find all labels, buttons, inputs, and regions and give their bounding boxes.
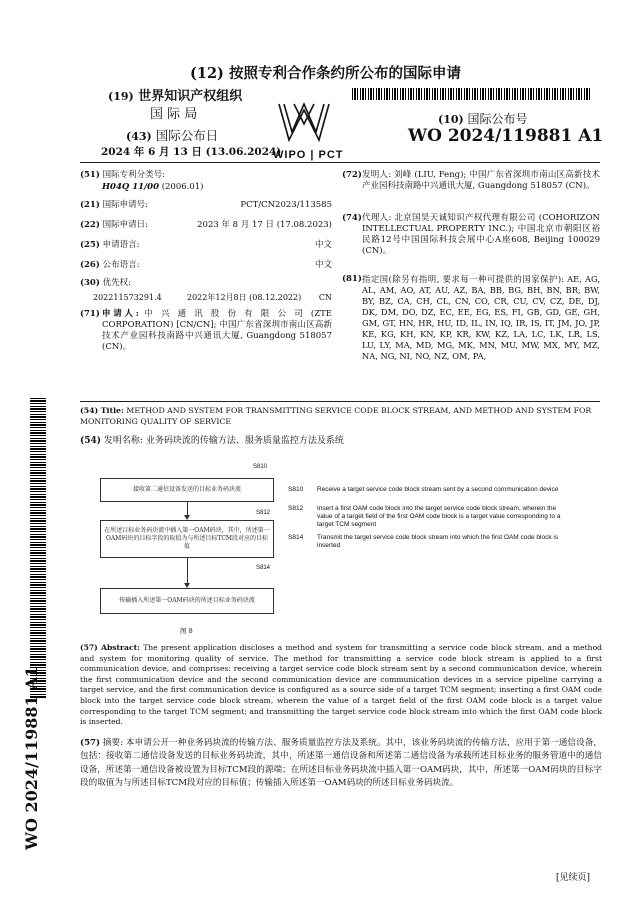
pubdate-heading [126,126,218,144]
priority-date: 2022年12月8日 (08.12.2022) [187,293,302,302]
priority-code: (30) [80,278,100,288]
filing-label: 国际申请日: [102,220,148,230]
applicant-label: 申请人: [102,309,139,319]
title-zh-code: (54) [80,436,102,446]
title-en-code: (54) [80,406,99,415]
lang-code: (25) [80,240,100,250]
flow-box-transmit: 传输插入所述第一OAM码块的所述目标业务码块流 [100,588,274,614]
continued-note: [见续页] [556,873,591,883]
org-block [108,85,242,104]
applicant-block [102,309,332,353]
field-lang [80,240,332,251]
applicant-text: 中 兴 通 讯 股 份 有 限 公 司 (ZTE CORPORATION) [CN/CN]; 中国广东省深圳市南山区高新技术产业园科技南路中兴通讯大厦, Guangdong 518057 (CN)。 [102,309,333,352]
wipo-logo [273,100,344,161]
pubdate-label: 国际公布日 [155,128,219,143]
abstract-en [80,643,602,728]
title-divider [80,401,600,402]
pubnum-value: WO 2024/119881 A1 [408,126,604,146]
field-priority [80,278,332,289]
step-s812-id: S812 [288,505,304,512]
abstract-zh-label: 摘要: [102,738,124,748]
lang-label: 申请语言: [102,240,140,250]
fig-label-s812: S812 [256,510,271,516]
field-publang [80,260,332,271]
title-en-text: METHOD AND SYSTEM FOR TRANSMITTING SERVICE CODE BLOCK STREAM, AND METHOD AND SYSTEM FOR MONITORING QUALITY OF SERVICE [80,406,592,426]
inventor-text: 发明人: 刘峰 (LIU, Feng); 中国广东省深圳市南山区高新技术产业园科技南路中兴通讯大厦, Guangdong 518057 (CN)。 [362,170,600,191]
title-zh-block [80,433,602,446]
filing-value: 2023 年 8 月 17 日 (17.08.2023) [197,220,332,230]
abstract-zh [80,737,602,791]
step-s814-id: S814 [288,534,304,541]
title-text: 按照专利合作条约所公布的国际申请 [228,65,461,82]
document-title [190,62,461,83]
ipc-code: (51) [80,170,100,180]
org-sub: 国 际 局 [150,107,198,122]
publang-value: 中文 [314,260,332,270]
ipc-label: 国际专利分类号: [102,170,165,180]
applicant-code: (71) [80,309,100,319]
flow-arrow-2 [187,558,188,584]
field-filing [80,220,332,231]
publang-label: 公布语言: [102,260,140,270]
abstract-zh-text: 本申请公开一种业务码块流的传输方法、服务质量监控方法及系统。其中，该业务码块流的传输方法，应用于第一通信设备，包括：接收第二通信设备发送的目标业务码块流，其中，所述第一通信设备和所述第二通信设备为承载所述目标业务的服务管道中的通信设备，所述第一通信设备被设置为目标TCM段的源端；在所述目标业务码块流中插入第一OAM码块，其中，所述第一OAM码块的目标字段的取值为与所述目标TCM段对应的目标值；传输插入所述第一OAM码块的所述目标业务码块流。 [80,738,602,789]
publang-code: (26) [80,260,100,270]
step-s810-text: Receive a target service code block stream sent by a second communication device [317,486,559,493]
pubnum-label: 国际公布号 [467,112,528,126]
flow-box-insert: 在所述目标业务码块流中插入第一OAM码块，其中，所述第一OAM码块的目标字段的取值为与所述目标TCM段对应的目标值 [100,520,274,558]
wipo-emblem-icon [273,100,335,144]
title-zh-label: 发明名称: [103,436,143,446]
flow-box-receive: 接收第二通信设备发送的目标业务码块流 [100,478,274,502]
side-pubnum: WO 2024/119881 A1 [22,666,41,850]
abstract-en-label: Abstract: [101,643,140,652]
fig-label-s814: S814 [256,565,271,571]
title-zh-text: 业务码块流的传输方法、服务质量监控方法及系统 [145,436,344,446]
pubnum-heading [438,110,528,127]
appno-value: PCT/CN2023/113585 [240,200,332,210]
field-priority-value [93,292,332,303]
appno-code: (21) [80,200,100,210]
field-ipc [80,170,332,181]
step-s812-text: Insert a first OAM code block into the target service code block stream, wherein the value of a target field of the first OAM code block is a target value corresponding to a target TCM segment [317,505,561,528]
priority-country: CN [318,293,332,302]
lang-value: 中文 [314,240,332,250]
barcode-top [352,88,592,100]
filing-code: (22) [80,220,100,230]
priority-number: 202211573291.4 [93,293,162,302]
header-divider [80,162,600,163]
abstract-zh-code: (57) [80,738,101,748]
states-code: (81) [342,274,362,284]
states-text: 指定国(除另有指明, 要求每一种可提供的国家保护): AE, AG, AL, AM, AO, AT, AU, AZ, BA, BB, BG, BH, BN, BR, BW, BY, BZ, CA, CH, CL, CN, CO, CR, CU, CV, CZ, DE, DJ, DK, DM, DO, DZ, EC, EE, EG, ES, FI, GB, GD, GE, GH, GM, GT, HN, HR, HU, ID, IL, IN, IQ, IR, IS, IT, JM, JO, JP, KE, KG, KH, KN, KP, KR, KW, KZ, LA, LC, LK, LR, LS, LU, LY, MA, MD, MG, MK, MN, MU, MW, MX, MY, MZ, NA, NG, NI, NO, NZ, OM, PA, [362,274,600,361]
ipc-value-date: (2006.01) [161,182,204,192]
flow-arrow-1 [187,502,188,516]
title-en-label: Title: [100,406,124,415]
barcode-side [30,398,46,698]
wipo-logo-text: WIPO | PCT [273,149,344,161]
org-code: (19) [108,90,134,103]
fig-label-s810: S810 [253,464,268,470]
ipc-value: H04Q 11/00 [102,182,159,192]
field-ipc-value [102,182,332,193]
pubdate-value: 2024 年 6 月 13 日 (13.06.2024) [101,146,282,158]
agent-code: (74) [342,213,362,223]
abstract-en-text: The present application discloses a method and system for transmitting a service code block stream, and a method and system for monitoring quality of service. The method for transmitting a service code block stream is applied to a first communication device, and comprises: receiving a target service code block stream sent by a second communication device, wherein the first communication device and the second communication device are communication devices in a service pipeline carrying a target service, and the first communication device is configured as a source side of a target TCM segment; inserting a first OAM code block into the target service code block stream, wherein the value of a target field of the first OAM code block is a target value corresponding to the target TCM segment; and transmitting the target service code block stream into which the first OAM code block is inserted. [80,643,602,727]
pubdate-code: (43) [126,130,152,143]
step-s810-id: S810 [288,486,304,493]
field-appno [80,200,332,211]
org-name: 世界知识产权组织 [138,89,243,104]
pubnum-code: (10) [438,113,464,126]
priority-label: 优先权: [102,278,131,288]
title-en-block [80,406,602,427]
figure-caption: 图 8 [180,627,193,635]
step-s814-text: Transmit the target service code block stream into which the first OAM code block is inserted [317,534,559,549]
appno-label: 国际申请号: [102,200,148,210]
abstract-en-code: (57) [80,643,98,652]
title-code: (12) [190,65,224,82]
inventor-code: (72) [342,170,362,180]
agent-text: 代理人: 北京国昊天诚知识产权代理有限公司 (COHORIZON INTELLECTUAL PROPERTY INC.); 中国北京市朝阳区裕民路12号中国国际科技会展中心A座608, Beijing 100029 (CN)。 [362,213,600,256]
